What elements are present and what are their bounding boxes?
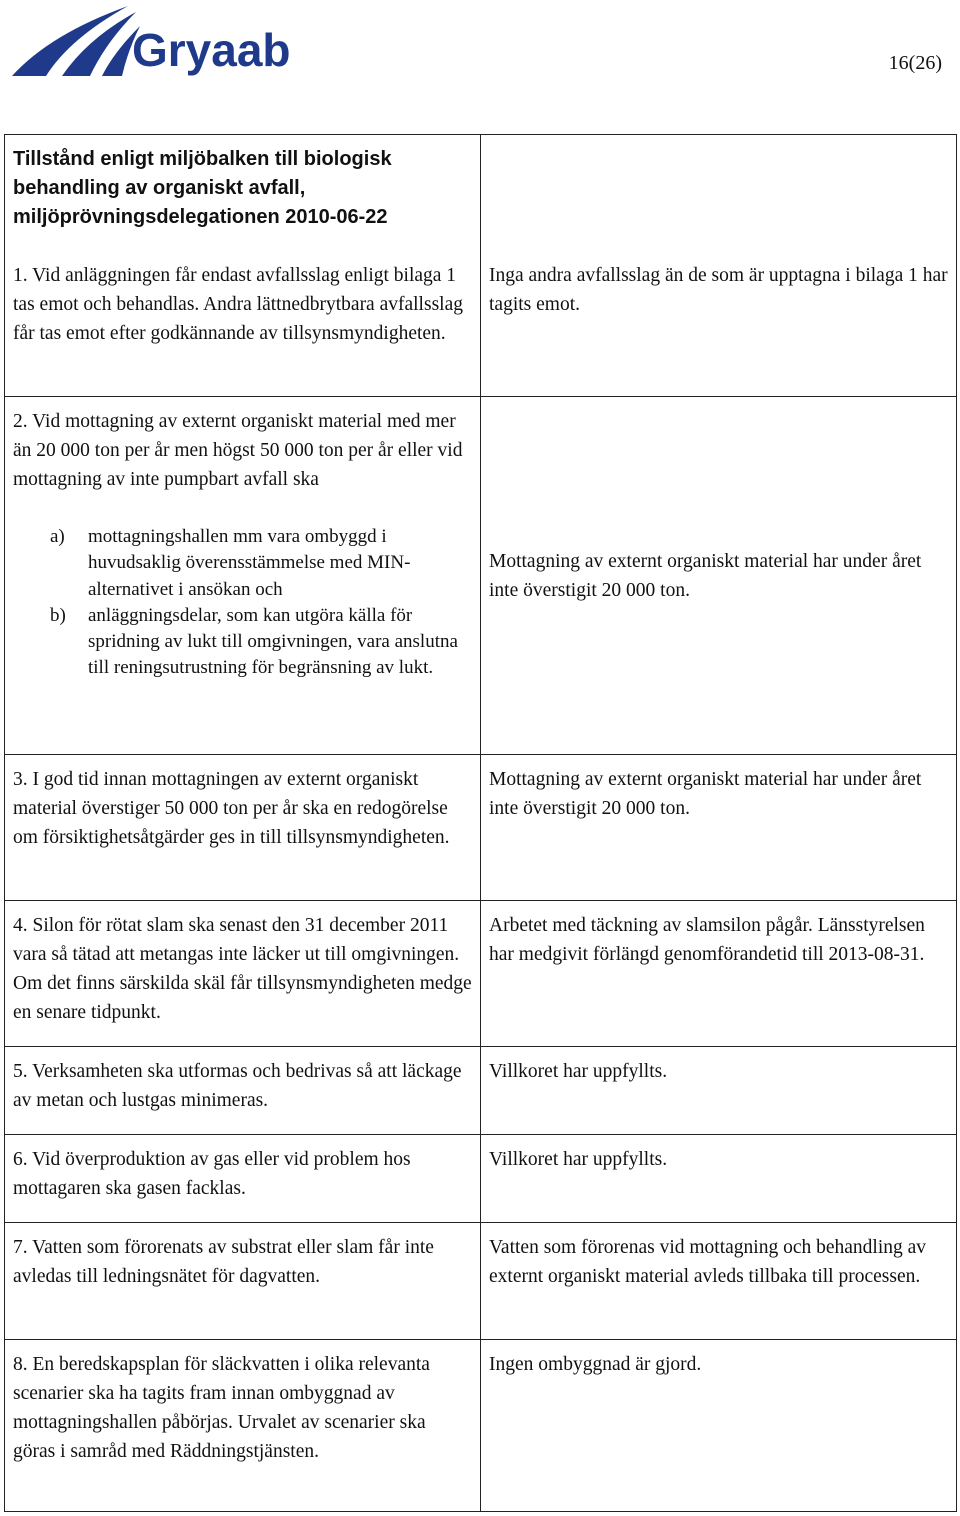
comment-text: Arbetet med täckning av slamsilon pågår. Länsstyrelsen har medgivit förlängd genomförandetid till 2013-08-31.: [489, 915, 925, 965]
list-marker: b): [50, 604, 66, 626]
gryaab-logo: [10, 4, 310, 80]
comment-cell: [481, 901, 957, 1047]
comment-text: Inga andra avfallsslag än de som är upptagna i bilaga 1 har tagits emot.: [489, 265, 948, 315]
comment-text: Ingen ombyggnad är gjord.: [489, 1354, 702, 1375]
condition-cell: [5, 755, 481, 901]
table-row: [5, 1340, 957, 1512]
comment-cell: [481, 1047, 957, 1135]
table-row: [5, 1135, 957, 1223]
list-item-text: anläggningsdelar, som kan utgöra källa för spridning av lukt till omgivningen, vara anslutna till reningsutrustning för begränsning av lukt.: [88, 604, 458, 679]
condition-cell: [5, 135, 481, 397]
comment-cell: [481, 397, 957, 755]
comment-text: Villkoret har uppfyllts.: [489, 1149, 668, 1170]
comment-cell: [481, 1223, 957, 1340]
list-item: [13, 603, 472, 682]
condition-text: 1. Vid anläggningen får endast avfallsslag enligt bilaga 1 tas emot och behandlas. Andra lättnedbrytbara avfallsslag får tas emot efter godkännande av tillsynsmyndigheten.: [13, 265, 463, 344]
table-row: [5, 901, 957, 1047]
conditions-table: [4, 134, 957, 1512]
condition-text: 2. Vid mottagning av externt organiskt material med mer än 20 000 ton per år men högst 50 000 ton per år eller vid mottagning av inte pumpbart avfall ska: [13, 411, 463, 490]
comment-cell: [481, 1135, 957, 1223]
comment-text: Vatten som förorenas vid mottagning och behandling av externt organiskt material avleds tillbaka till processen.: [489, 1237, 927, 1287]
table-heading: Tillstånd enligt miljöbalken till biologisk behandling av organiskt avfall, miljöprövningsdelegationen 2010-06-22: [13, 148, 392, 228]
table-row: [5, 1047, 957, 1135]
list-marker: a): [50, 526, 65, 547]
condition-cell: [5, 901, 481, 1047]
comment-text: Mottagning av externt organiskt material har under året inte överstigit 20 000 ton.: [489, 551, 922, 601]
table-row: [5, 397, 957, 755]
logo-graphic: [10, 4, 310, 80]
condition-text: 6. Vid överproduktion av gas eller vid problem hos mottagaren ska gasen facklas.: [13, 1149, 411, 1199]
condition-cell: [5, 397, 481, 755]
logo-text: Gryaab: [132, 24, 291, 76]
condition-cell: [5, 1223, 481, 1340]
table-row: [5, 1223, 957, 1340]
condition-text: 8. En beredskapsplan för släckvatten i olika relevanta scenarier ska ha tagits fram innan ombyggnad av mottagningshallen påbörjas. Urvalet av scenarier ska göras i samråd med Räddningstjänsten.: [13, 1354, 430, 1462]
page-number: 16(26): [888, 52, 942, 74]
condition-text: 3. I god tid innan mottagningen av externt organiskt material överstiger 50 000 ton per år ska en redogörelse om försiktighetsåtgärder ges in till tillsynsmyndigheten.: [13, 769, 450, 848]
condition-cell: [5, 1135, 481, 1223]
list-item-text: mottagningshallen mm vara ombyggd i huvudsaklig överensstämmelse med MIN-alternativet i ansökan och: [88, 526, 411, 600]
comment-cell: [481, 135, 957, 397]
table-row: [5, 135, 957, 397]
table-row: [5, 755, 957, 901]
condition-cell: [5, 1047, 481, 1135]
comment-cell: [481, 755, 957, 901]
condition-text: 5. Verksamheten ska utformas och bedrivas så att läckage av metan och lustgas minimeras.: [13, 1061, 462, 1111]
comment-text: Mottagning av externt organiskt material har under året inte överstigit 20 000 ton.: [489, 769, 922, 819]
condition-text: 4. Silon för rötat slam ska senast den 31 december 2011 vara så tätad att metangas inte läcker ut till omgivningen. Om det finns särskilda skäl får tillsynsmyndigheten medge en senare tidpunkt.: [13, 915, 472, 1023]
list-item: [13, 524, 472, 603]
comment-text: Villkoret har uppfyllts.: [489, 1061, 668, 1082]
condition-text: 7. Vatten som förorenats av substrat eller slam får inte avledas till ledningsnätet för dagvatten.: [13, 1237, 434, 1287]
comment-cell: [481, 1340, 957, 1512]
condition-cell: [5, 1340, 481, 1512]
sub-item-list: [13, 524, 472, 682]
